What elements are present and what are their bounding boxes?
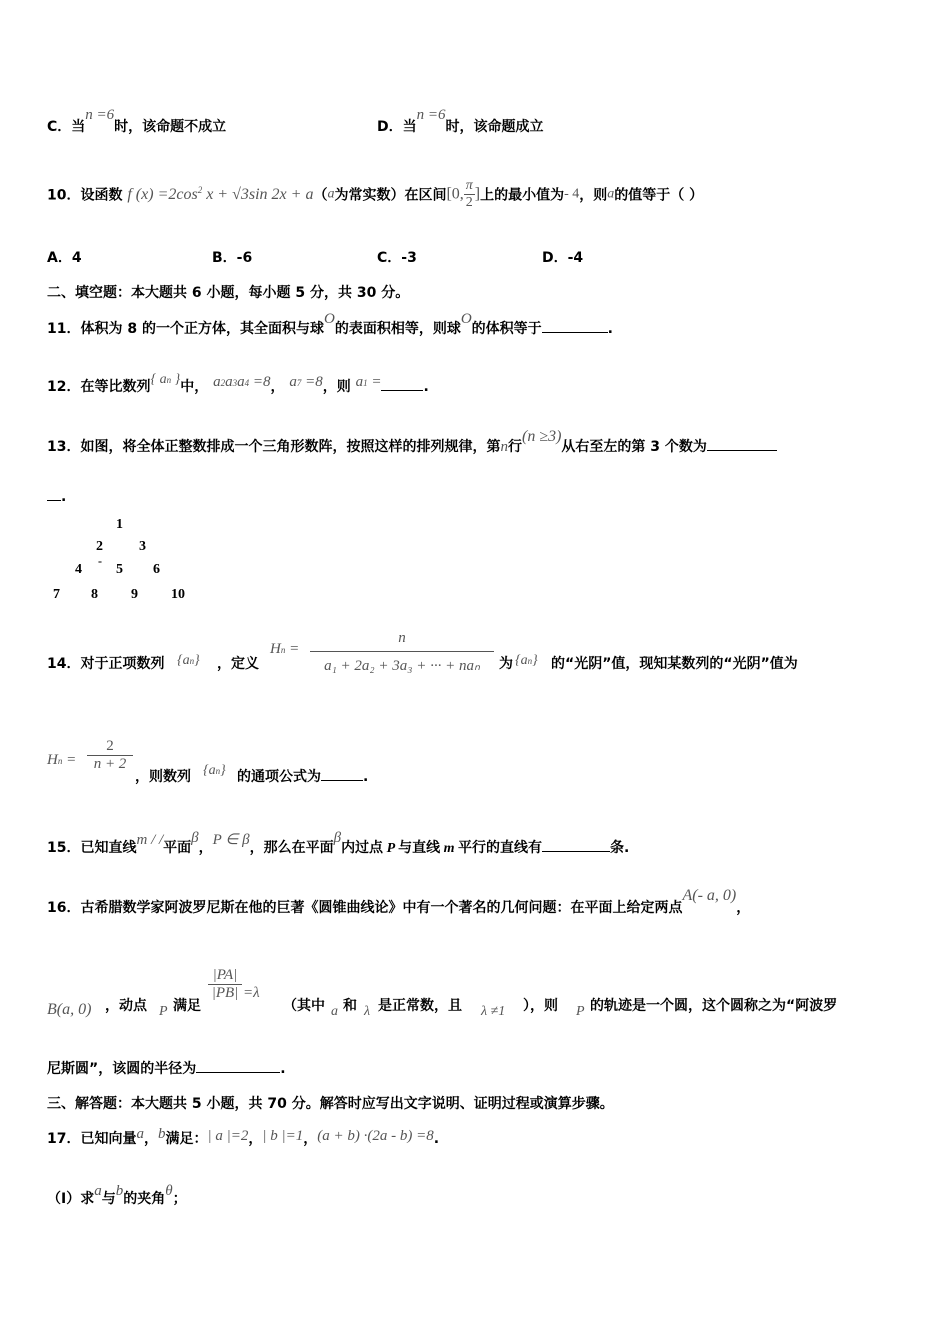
q15-stem: 15．已知直线m / /平面β，P ∈ β，那么在平面β内过点 P 与直线 m 平行的直线有 条. <box>47 830 630 856</box>
q11-stem: 11．体积为 8 的一个正方体，其全面积与球O的表面积相等，则球O的体积等于 . <box>47 311 613 337</box>
triangle-number: 7 <box>53 587 60 602</box>
sequence-an: {an} <box>203 763 226 778</box>
triangle-number: 5 <box>116 562 123 577</box>
q12-stem: 12．在等比数列{ an }中， a2a3a4 =8， a7 =8，则 a1 = . <box>47 372 429 395</box>
q13-stem: 13．如图，将全体正整数排成一个三角形数阵，按照这样的排列规律，第n行(n ≥3)从右至左的第 3 个数为 <box>47 436 777 456</box>
section-3-heading: 三、解答题：本大题共 5 小题，共 70 分。解答时应写出文字说明、证明过程或演算步骤。 <box>47 1096 614 1112</box>
lambda-not-1: λ ≠1 <box>481 1004 506 1019</box>
H-n-value-fraction: $\frac{2}{n + 2}$ <box>87 738 133 773</box>
triangle-number: 10 <box>171 587 185 602</box>
interval-left: [0, <box>446 185 464 203</box>
H-n-fraction: n a₁ + 2a₂ + 3a₃ + ··· + naₙ <box>310 630 494 675</box>
answer-blank[interactable] <box>47 488 61 501</box>
point-B: B(a, 0) <box>47 1001 92 1018</box>
q16-stem-end: 尼斯圆”，该圆的半径为 . <box>47 1061 286 1077</box>
answer-blank[interactable] <box>707 438 777 451</box>
condition-dot-product: (a + b) ·(2a - b) =8 <box>317 1128 434 1144</box>
sequence-an: {an} <box>515 653 538 668</box>
q10-option-d: D．-4 <box>542 250 584 266</box>
condition-a-norm: | a |=2 <box>207 1128 249 1144</box>
H-n-symbol: Hn = <box>270 641 300 657</box>
q10-function: f $(x) =2\cos^2$ x + √3sin 2x + a <box>127 184 314 203</box>
q9-option-d <box>377 107 544 136</box>
q17-part-1: （I）求a与b的夹角θ； <box>47 1183 187 1207</box>
H-n-symbol: Hn = <box>47 752 77 768</box>
q9-option-c <box>47 107 227 136</box>
ratio-PA-PB: $\frac{|PA|}{|PB|}$ <box>208 967 242 1002</box>
pi-over-2: $\frac{\pi}{2}$ <box>465 178 473 210</box>
q10-option-a: A．4 <box>47 250 82 266</box>
q10-stem: 10．设函数 f $(x) =2\cos^2$ x + √3sin 2x + a（a为常实数）在区间[0, $\frac{\pi}{2}$ ]上的最小值为- 4，则a的值等于（ ） <box>47 178 704 210</box>
a1-equals: a1 = <box>355 374 382 390</box>
triangle-number: 1 <box>116 517 123 532</box>
condition-b-norm: | b |=1 <box>262 1128 304 1144</box>
q13-stem-continued: . <box>47 488 66 505</box>
q16-stem-continued: B(a, 0) ，动点 P 满足 $\frac{|PA|}{|PB|}$ =λ （其中 a 和 λ 是正常数，且 λ ≠1 ），则 P 的轨迹是一个圆，这个圆称之为“阿波罗 <box>47 967 838 1019</box>
option-c-label: C．当 <box>47 119 86 135</box>
section-2-heading: 二、填空题：本大题共 6 小题，每小题 5 分，共 30 分。 <box>47 285 410 301</box>
triangle-number: 6 <box>153 562 160 577</box>
answer-blank[interactable] <box>321 768 363 781</box>
option-c-text: 时，该命题不成立 <box>114 119 227 135</box>
answer-blank[interactable] <box>542 839 610 852</box>
a7-equals-8: a7 =8 <box>289 374 323 390</box>
m-parallel: m / / <box>136 832 164 848</box>
option-d-text: 时，该命题成立 <box>445 119 544 135</box>
n-equals-6: n =6 <box>416 107 446 123</box>
triangle-number: 9 <box>131 587 138 602</box>
answer-blank[interactable] <box>196 1060 280 1073</box>
triangle-number: 4 <box>75 562 82 577</box>
n-equals-6: n =6 <box>85 107 115 123</box>
triangle-number: 2 <box>96 539 103 554</box>
q10-option-b: B．-6 <box>212 250 253 266</box>
P-in-beta: P ∈ β <box>212 832 250 848</box>
q10-number: 10．设函数 <box>47 187 123 204</box>
q17-stem: 17．已知向量a，b满足：| a |=2，| b |=1，(a + b) ·(2a - b) =8. <box>47 1126 440 1147</box>
triangle-number: 8 <box>91 587 98 602</box>
answer-blank[interactable] <box>542 320 608 333</box>
option-d-label: D．当 <box>377 119 417 135</box>
point-A: A(- a, 0) <box>682 887 737 904</box>
condition-n-ge-3: (n ≥3) <box>521 428 562 445</box>
answer-blank[interactable] <box>381 378 423 391</box>
dash-mark: - <box>98 554 102 568</box>
q14-formula-text: 的通项公式为 . <box>237 769 369 785</box>
sequence-an: { an } <box>150 372 181 387</box>
triangle-number: 3 <box>139 539 146 554</box>
q10-option-c: C．-3 <box>377 250 417 266</box>
sequence-an: {an} <box>177 653 200 668</box>
q16-stem: 16．古希腊数学家阿波罗尼斯在他的巨著《圆锥曲线论》中有一个著名的几何问题：在平面上给定两点A(- a, 0)， <box>47 887 751 916</box>
product-a2a3a4: a2a3a4 =8 <box>213 374 271 390</box>
